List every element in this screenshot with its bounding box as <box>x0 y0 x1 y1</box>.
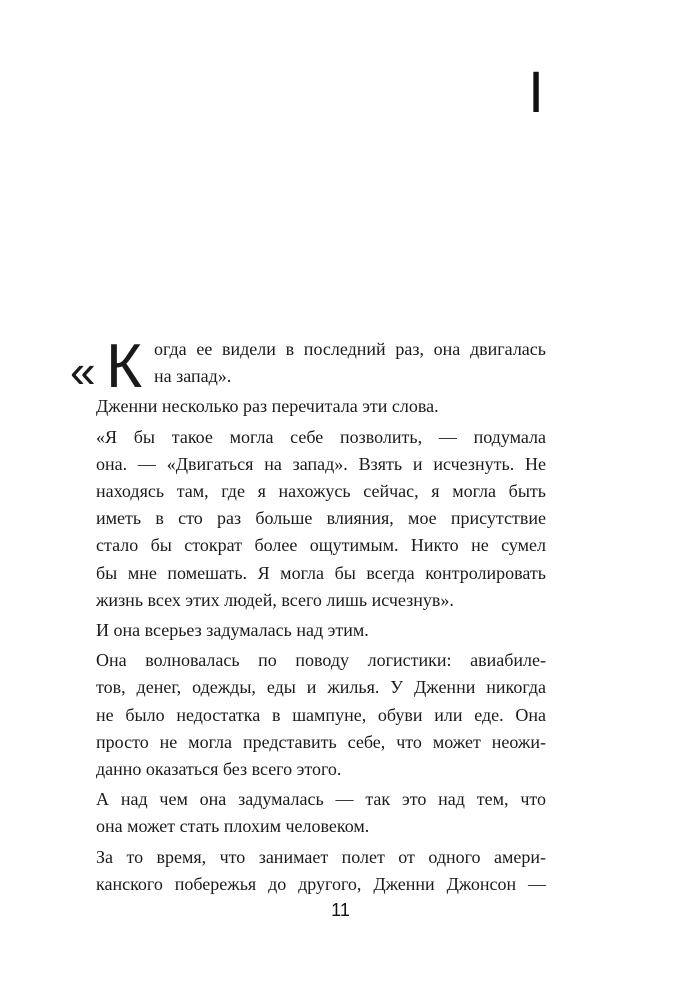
paragraph-line: За то время, что занимает полет от одного амери- <box>96 846 546 867</box>
paragraph <box>96 617 546 644</box>
paragraph-line: канского побережья до другого, Дженни Джонсон — <box>96 873 546 894</box>
paragraph-line: находясь там, где я нахожусь сейчас, я могла быть <box>96 481 546 502</box>
paragraph-line: И она всерьез задумалась над этим. <box>96 620 369 641</box>
paragraph-line: огда ее видели в последний раз, она двигалась <box>154 339 546 359</box>
drop-quote: « <box>70 345 90 397</box>
paragraph <box>96 424 546 614</box>
paragraph <box>96 647 546 783</box>
paragraph-line: не было недостатка в шампуне, обуви или еде. Она <box>96 704 546 725</box>
paragraph-line: данно оказаться без всего этого. <box>96 759 342 780</box>
paragraph-line: просто не могла представить себе, что может неожи- <box>96 731 546 752</box>
body-text <box>70 332 546 898</box>
paragraph <box>96 844 546 898</box>
paragraph-line: иметь в сто раз больше влияния, мое присутствие <box>96 508 546 529</box>
chapter-number: I <box>528 60 545 125</box>
paragraph-line: жизнь всех этих людей, всего лишь исчезнув». <box>96 589 454 610</box>
page-number: 11 <box>331 900 350 920</box>
opening-paragraph <box>70 332 546 401</box>
paragraph-line: А над чем она задумалась — так это над тем, что <box>96 789 546 810</box>
paragraph-line: Она волновалась по поводу логистики: авиабиле- <box>96 650 546 671</box>
drop-cap-letter: К <box>106 332 143 401</box>
paragraph-line: она. — «Двигаться на запад». Взять и исчезнуть. Не <box>96 453 546 474</box>
paragraph <box>96 786 546 840</box>
paragraph-line: стало бы стократ более ощутимым. Никто не сумел <box>96 535 546 556</box>
paragraph-line: на запад». <box>154 366 232 387</box>
paragraph-line: Дженни несколько раз перечитала эти слова. <box>96 396 439 417</box>
paragraph-line: «Я бы такое могла себе позволить, — подумала <box>96 426 546 447</box>
paragraph-line: бы мне помешать. Я могла бы всегда контролировать <box>96 562 546 583</box>
paragraph-line: тов, денег, одежды, еды и жилья. У Дженни никогда <box>96 677 546 698</box>
paragraph <box>96 393 546 420</box>
paragraph-line: она может стать плохим человеком. <box>96 816 370 837</box>
